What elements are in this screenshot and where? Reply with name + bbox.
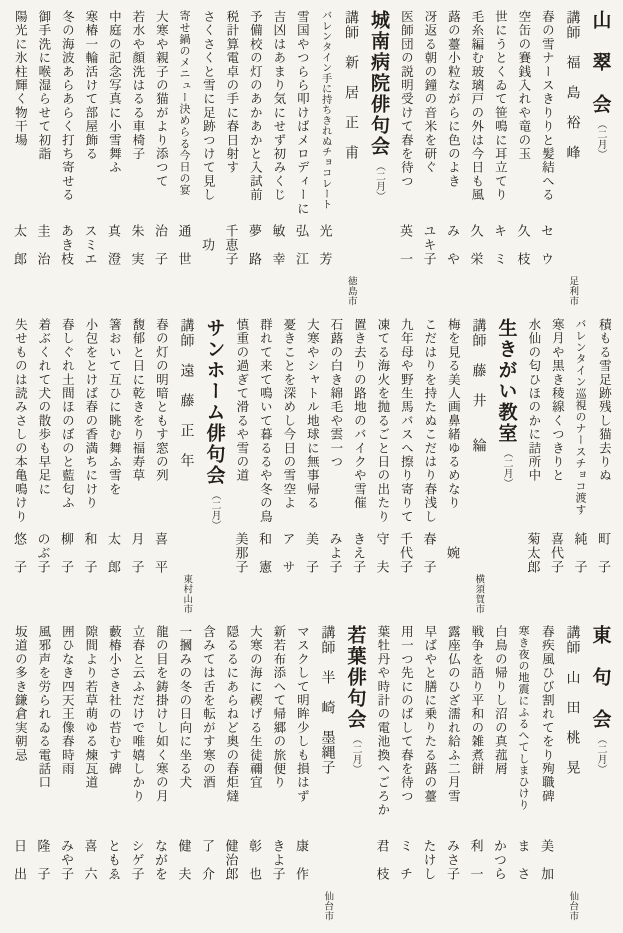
teacher-location: 足利市	[567, 276, 578, 306]
haiku-column	[394, 318, 417, 614]
author-zone	[178, 224, 191, 306]
haiku-text: 葉牡丹や時計の電池換へごろか	[375, 625, 390, 817]
text-band	[8, 625, 615, 921]
author-name: 春 子	[421, 531, 437, 574]
author-name: たけし	[421, 839, 437, 881]
author-name: 喜 平	[153, 531, 168, 574]
haiku-column	[522, 318, 545, 614]
haiku-text: 冴返る朝の鐘の音米を研ぐ	[422, 10, 437, 175]
author-zone	[376, 532, 389, 614]
teacher-location: 仙台市	[567, 891, 578, 921]
haiku-column	[149, 625, 172, 921]
author-zone	[597, 532, 610, 614]
section-teacher	[314, 625, 340, 921]
haiku-column	[253, 318, 276, 614]
author-zone	[60, 224, 73, 306]
haiku-text: 春しぐれ土間ほのぼのと藍匂ふ	[60, 317, 75, 510]
haiku-column	[32, 10, 55, 306]
section-title	[585, 10, 615, 306]
haiku-text: こだはりを持たぬこだはり春浅し	[422, 317, 437, 523]
haiku-text: 失せものは読みさしの本亀鳴けり	[13, 317, 28, 523]
author-zone	[13, 532, 26, 614]
haiku-column	[126, 10, 149, 306]
author-zone	[399, 532, 412, 614]
haiku-column	[394, 10, 417, 306]
section-teacher	[465, 318, 491, 614]
haiku-text: 小包をとけば春の香満ちにけり	[83, 317, 98, 510]
section-title	[199, 318, 229, 614]
teacher-name: 講師 遠 藤 正 年	[178, 317, 194, 468]
author-zone	[517, 839, 530, 921]
author-name: 太 郎	[12, 224, 27, 266]
author-name: 喜代子	[549, 531, 564, 574]
haiku-text: 積もる雪足跡残し猫去りぬ	[597, 317, 612, 482]
haiku-column	[8, 318, 31, 614]
haiku-text: 大寒やシャトル地球に無事帰る	[305, 317, 320, 510]
author-name: 敏 幸	[270, 224, 286, 266]
author-name: 真 澄	[106, 224, 121, 266]
haiku-text: 予備校の灯のあかあかと入試前	[248, 10, 263, 202]
haiku-text: 寒月や黒き稜線くつきりと	[550, 317, 565, 482]
author-zone	[248, 839, 261, 921]
haiku-text: 用一つ先にのばして春を待つ	[399, 625, 414, 804]
haiku-column	[290, 10, 313, 306]
author-zone	[399, 224, 412, 306]
author-name: ともゑ	[106, 839, 121, 881]
haiku-column	[465, 10, 488, 306]
author-name: 美那子	[233, 531, 249, 574]
author-name: 太 郎	[106, 531, 121, 574]
haiku-column	[418, 318, 441, 614]
haiku-column	[267, 10, 290, 306]
author-zone	[60, 839, 73, 921]
author-zone	[84, 839, 97, 921]
author-zone	[178, 839, 191, 921]
author-zone	[517, 224, 530, 306]
haiku-column	[441, 318, 464, 614]
haiku-text: 医師団の説明受けて春を待つ	[399, 10, 414, 189]
teacher-location: 徳島市	[345, 276, 356, 306]
author-name: ア サ	[280, 531, 296, 574]
haiku-text: 凍てる海火を抛るごと日の出たり	[375, 317, 390, 523]
haiku-text: 九年母や野生馬バスへ擦り寄りて	[399, 317, 414, 523]
author-name: 月 子	[129, 531, 145, 574]
haiku-column	[55, 10, 78, 306]
haiku-column	[465, 625, 488, 921]
author-zone	[84, 224, 97, 306]
haiku-column	[55, 625, 78, 921]
author-zone	[540, 839, 553, 921]
author-zone	[282, 532, 295, 614]
haiku-text: 囲ひなき四天王像春時雨	[60, 625, 75, 776]
haiku-column	[243, 625, 266, 921]
author-zone	[376, 839, 389, 921]
author-name: 柳 子	[59, 531, 74, 574]
haiku-column	[488, 10, 511, 306]
author-zone	[493, 224, 506, 306]
author-name: きえ子	[351, 531, 366, 574]
haiku-column	[418, 10, 441, 306]
author-zone	[272, 839, 285, 921]
haiku-text: 憂きことを深めし今日の雪空よ	[281, 317, 296, 510]
haiku-text: 隠るるにあらねど奥の春炬燵	[224, 625, 239, 804]
haiku-column	[102, 625, 125, 921]
author-name: 君 枝	[374, 839, 390, 881]
author-zone	[446, 224, 459, 306]
author-zone	[272, 224, 285, 306]
author-zone	[329, 532, 342, 614]
haiku-column	[324, 318, 347, 614]
haiku-text: 御手洗に喉湿らせて初詣	[36, 10, 51, 161]
author-zone	[131, 839, 144, 921]
section-month-label: （二月）	[595, 734, 606, 774]
haiku-text: 坂道の多き鎌倉実朝忌	[13, 625, 28, 762]
haiku-column	[32, 318, 55, 614]
author-name: 和 子	[82, 531, 98, 574]
section-teacher	[559, 10, 585, 306]
haiku-text: 馥郁と日に乾きをり福寿草	[130, 317, 145, 482]
haiku-text: 税計算電卓の手に春日射す	[224, 10, 239, 175]
haiku-column	[220, 625, 243, 921]
author-zone	[37, 224, 50, 306]
haiku-column	[55, 318, 78, 614]
haiku-text: 着ぶくれて犬の散歩も早足に	[36, 317, 51, 496]
author-name: 日 出	[12, 839, 27, 881]
author-name: ま さ	[515, 839, 531, 881]
section-title	[585, 625, 615, 921]
author-name: 利 一	[468, 839, 484, 881]
author-zone	[13, 839, 26, 921]
haiku-text: 一摑みの冬の日向に坐る犬	[177, 625, 192, 790]
haiku-column	[149, 318, 172, 614]
author-zone	[319, 224, 332, 306]
section-title	[340, 625, 370, 921]
author-zone	[446, 839, 459, 921]
author-zone	[154, 839, 167, 921]
author-name: 彰 也	[247, 839, 262, 881]
haiku-column	[441, 625, 464, 921]
author-zone	[37, 532, 50, 614]
author-name: きよ子	[270, 839, 286, 881]
author-name: かつら	[492, 839, 507, 881]
haiku-column	[512, 10, 535, 306]
section-month-label: （二月）	[350, 734, 361, 774]
author-zone	[399, 839, 412, 921]
haiku-text: 戦争を語り平和の雑煮餅	[469, 625, 484, 776]
author-name: 町 子	[596, 531, 611, 574]
haiku-text: 隙間より若草萌ゆる煉瓦道	[83, 625, 98, 790]
text-band	[8, 318, 615, 614]
section-title	[364, 10, 394, 306]
haiku-text: 冬の海波あらあらく打ち寄せる	[60, 10, 75, 202]
author-zone	[107, 839, 120, 921]
teacher-name: 講師 福 島 裕 峰	[564, 10, 580, 160]
section-title-text: サンホーム俳句会	[203, 317, 225, 486]
section-teacher	[559, 625, 585, 921]
author-zone	[225, 839, 238, 921]
haiku-text: 龍の目を鋳掛けし如く寒の月	[154, 625, 169, 804]
author-name: 美 加	[539, 839, 554, 881]
section-title-text: 城南病院俳句会	[368, 10, 389, 157]
author-zone	[107, 224, 120, 306]
haiku-text: 蕗の薹小粒ながらに色のよき	[446, 10, 461, 189]
section-teacher	[173, 318, 199, 614]
author-name: 菊太郎	[525, 531, 541, 574]
haiku-column	[441, 10, 464, 306]
haiku-text: 新若布添へて帰郷の旅便り	[271, 625, 286, 790]
haiku-column	[220, 10, 243, 306]
haiku-text: 寒き夜の地震にふるへてしまひけり	[517, 625, 530, 811]
haiku-column	[173, 625, 196, 921]
haiku-text: 毛糸編む玻璃戸の外は今日も風	[469, 10, 484, 202]
section-title-text: 生きがい教室	[495, 317, 517, 444]
author-name: 美 子	[304, 531, 319, 574]
haiku-text: 置き去りの路地のバイクや雪催	[352, 317, 367, 510]
author-name: シゲ子	[129, 839, 145, 881]
haiku-text: 露座仏のひざ濡れ給ふ二月雪	[446, 625, 461, 804]
author-name: 純 子	[572, 531, 588, 574]
haiku-text: 立春と云ふだけで唯嬉しかり	[130, 625, 145, 804]
haiku-text: 白鳥の帰りし沼の真菰屑	[493, 625, 508, 776]
haiku-column	[545, 318, 568, 614]
haiku-column	[79, 625, 102, 921]
author-name: みや子	[59, 839, 74, 881]
haiku-column	[569, 318, 592, 614]
author-zone	[13, 224, 26, 306]
author-zone	[258, 532, 271, 614]
haiku-column	[32, 625, 55, 921]
author-zone	[37, 839, 50, 921]
haiku-text: 寄せ鍋のメニュー決めらる今日の宴	[178, 10, 191, 196]
teacher-name: 講師 半 崎 墨縄子	[319, 625, 335, 775]
author-name: 千恵子	[223, 224, 239, 266]
haiku-text: 大寒や親子の猫がより添つて	[154, 10, 169, 189]
author-name: 功	[200, 224, 215, 252]
haiku-column	[126, 318, 149, 614]
teacher-location: 仙台市	[322, 891, 333, 921]
haiku-text: 空缶の賽銭入れや竜の玉	[516, 10, 531, 161]
author-name: 和 憲	[257, 531, 272, 574]
haiku-column	[230, 318, 253, 614]
author-name: 守 夫	[374, 531, 390, 574]
haiku-column	[79, 10, 102, 306]
teacher-name: 講師 藤 井 綸	[470, 317, 486, 453]
author-name: スミエ	[82, 224, 98, 266]
haiku-text: 風邪声を労られゐる電話口	[36, 625, 51, 790]
author-name: 朱 実	[129, 224, 145, 266]
author-zone	[527, 532, 540, 614]
haiku-column	[535, 625, 558, 921]
author-name: 通 世	[176, 224, 192, 266]
haiku-column	[267, 625, 290, 921]
haiku-column	[277, 318, 300, 614]
teacher-name: 講師 新 居 正 甫	[343, 10, 358, 160]
haiku-text: 吉凶はあまり気にせず初みくじ	[271, 10, 286, 202]
author-name: 夢 路	[247, 224, 262, 266]
author-zone	[305, 532, 318, 614]
author-zone	[248, 224, 261, 306]
section-month-label: （二月）	[209, 489, 220, 530]
haiku-text: マスクして明眸少しも損はず	[295, 625, 310, 804]
author-zone	[352, 532, 365, 614]
author-name: 健治郎	[223, 839, 239, 881]
author-zone	[235, 532, 248, 614]
haiku-column	[196, 625, 219, 921]
haiku-text: 梅を見る美人画鼻緒ゆるめなり	[446, 317, 461, 510]
haiku-text: さくさくと雪に足跡つけて見し	[201, 10, 216, 202]
haiku-text: 若水や顔洗はるる車椅子	[130, 10, 145, 161]
haiku-column	[592, 318, 615, 614]
author-name: あき枝	[59, 224, 74, 266]
haiku-column	[371, 318, 394, 614]
author-zone	[84, 532, 97, 614]
haiku-column	[371, 625, 394, 921]
author-zone	[201, 224, 214, 306]
haiku-column	[290, 625, 313, 921]
section-title-text: 若葉俳句会	[344, 625, 366, 730]
author-name: 健 夫	[176, 839, 192, 881]
haiku-text: 石蕗の白き綿毛や雲一つ	[328, 317, 343, 469]
author-zone	[107, 532, 120, 614]
author-zone	[423, 839, 436, 921]
author-name: セ ウ	[539, 224, 554, 266]
author-zone	[423, 224, 436, 306]
section-month-label: （二月）	[595, 119, 606, 159]
author-name: ユキ子	[421, 224, 437, 266]
haiku-text: 世にうとくゐて笹鳴に耳立てり	[493, 10, 508, 202]
author-zone	[154, 532, 167, 614]
haiku-column	[102, 10, 125, 306]
author-zone	[131, 532, 144, 614]
haiku-text: 寒椿一輪活けて部屋飾る	[83, 10, 98, 161]
author-name: のぶ子	[35, 531, 51, 574]
haiku-text: 中庭の記念写真に小雪舞ふ	[107, 10, 122, 175]
haiku-column	[512, 625, 535, 921]
author-name: キ ミ	[492, 224, 507, 266]
author-zone	[60, 532, 73, 614]
author-name: 悠 子	[12, 531, 27, 574]
author-name: 弘 江	[294, 224, 309, 266]
author-name: 治 子	[153, 224, 168, 266]
author-name: みよ子	[327, 531, 343, 574]
author-name: 了 介	[200, 839, 215, 881]
author-name: 久 枝	[515, 224, 531, 266]
haiku-column	[126, 625, 149, 921]
author-zone	[295, 839, 308, 921]
haiku-column	[535, 10, 558, 306]
author-name: ミ チ	[398, 839, 413, 881]
section-title-text: 東 句 会	[589, 625, 611, 730]
author-name: 千代子	[398, 531, 413, 574]
text-band	[8, 10, 615, 306]
author-name: み や	[445, 224, 460, 266]
haiku-text: 春の雪ナースきりりと髪結へる	[540, 10, 555, 202]
haiku-text: バレンタイン巡視のナースチョコ渡す	[574, 317, 587, 515]
author-name: ながを	[153, 839, 168, 881]
author-zone	[550, 532, 563, 614]
author-zone	[470, 839, 483, 921]
author-name: 喜 六	[82, 839, 98, 881]
section-title-text: 山 翠 会	[589, 10, 611, 115]
haiku-column	[314, 10, 337, 306]
author-name: 久 栄	[468, 224, 484, 266]
haiku-column	[488, 625, 511, 921]
author-zone	[131, 224, 144, 306]
teacher-location: 東村山市	[181, 573, 192, 614]
teacher-name: 講師 山 田 桃 晃	[564, 625, 580, 775]
haiku-column	[418, 625, 441, 921]
haiku-text: 水仙の匂ひほのかに詰所中	[526, 317, 541, 482]
haiku-column	[8, 10, 31, 306]
author-zone	[295, 224, 308, 306]
author-zone	[154, 224, 167, 306]
haiku-text: 慎重の過ぎて滑るや雪の道	[234, 317, 249, 482]
haiku-text: 大寒の海に禊げる生徒禰宜	[248, 625, 263, 790]
author-zone	[540, 224, 553, 306]
author-zone	[446, 532, 459, 614]
haiku-column	[347, 318, 370, 614]
section-title	[491, 318, 521, 614]
author-zone	[201, 839, 214, 921]
haiku-column	[394, 625, 417, 921]
haiku-column	[173, 10, 196, 306]
author-name: 英 一	[398, 224, 413, 266]
author-zone	[493, 839, 506, 921]
haiku-column	[300, 318, 323, 614]
author-zone	[225, 224, 238, 306]
haiku-text: 雪国やつらら叩けばメロディーに	[295, 10, 310, 216]
author-name: みさ子	[445, 839, 460, 881]
haiku-column	[8, 625, 31, 921]
haiku-column	[243, 10, 266, 306]
author-zone	[423, 532, 436, 614]
haiku-text: 藪椿小さき社の苔むす碑	[107, 625, 122, 776]
author-name: 隆 子	[35, 839, 51, 881]
author-name: 圭 治	[35, 224, 51, 266]
haiku-text: 陽光に氷柱輝く物干場	[13, 10, 28, 147]
haiku-column	[196, 10, 219, 306]
haiku-text: 春疾風ひび割れてをり殉職碑	[540, 625, 555, 804]
teacher-location: 横須賀市	[473, 573, 484, 614]
author-zone	[574, 532, 587, 614]
author-name: 婉	[445, 531, 460, 560]
haiku-text: 群れて来て鳴いて暮るるや冬の鳥	[258, 317, 273, 523]
haiku-text: 箸おいて互ひに眺む舞ふ雪を	[107, 317, 122, 496]
author-name: 康 作	[294, 839, 309, 881]
section-teacher	[337, 10, 363, 306]
author-name: 光 芳	[317, 224, 333, 266]
section-month-label: （二月）	[373, 161, 385, 201]
haiku-text: 含みては舌を転がす寒の酒	[201, 625, 216, 790]
haiku-text: バレンタイン手に持ちきれぬチョコレート	[319, 10, 331, 210]
section-month-label: （二月）	[501, 447, 512, 488]
haiku-column	[79, 318, 102, 614]
author-zone	[470, 224, 483, 306]
haiku-text: 春の灯の明暗ともす窓の列	[154, 317, 169, 482]
haiku-column	[102, 318, 125, 614]
haiku-text: 早ばやと膳に乗りたる蕗の薹	[422, 625, 437, 804]
haiku-column	[149, 10, 172, 306]
